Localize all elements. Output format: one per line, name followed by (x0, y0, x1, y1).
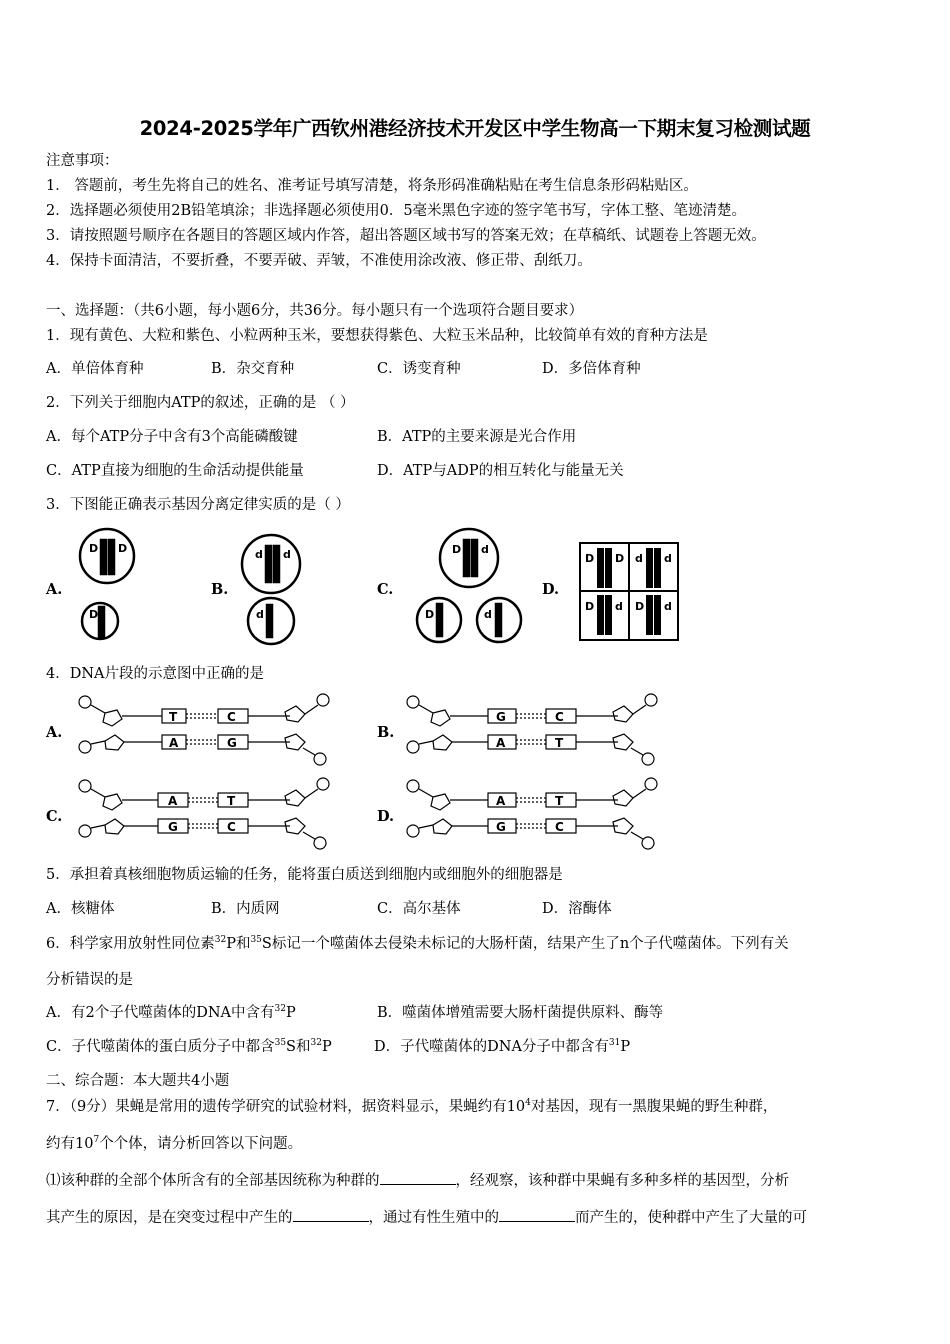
q6-stem-cont: 分析错误的是 (46, 972, 133, 988)
svg-text:d: d (283, 548, 291, 561)
answer-blank[interactable] (293, 1207, 369, 1222)
svg-text:D: D (635, 600, 645, 613)
q6-stem: 6．科学家用放射性同位素$^{32}$P和$^{35}$S标记一个噬菌体去侵染未标记的大肠杆菌，结果产生了n个子代噬菌体。下列有关 (46, 935, 789, 952)
q6-option-a[interactable]: A．有2个子代噬菌体的DNA中含有$^{32}$P (46, 1004, 296, 1021)
q3-figure-b (242, 535, 300, 644)
svg-text:d: d (255, 548, 263, 561)
svg-text:d: d (635, 552, 643, 565)
svg-text:D: D (89, 608, 99, 621)
q1-option-b[interactable]: B．杂交育种 (211, 361, 295, 377)
svg-text:T: T (169, 710, 178, 724)
q5-option-c[interactable]: C．高尔基体 (377, 901, 461, 917)
q2-option-c[interactable]: C．ATP直接为细胞的生命活动提供能量 (46, 463, 304, 479)
q7-sub1: ⑴该种群的全部个体所含有的全部基因统称为种群的 ，经观察，该种群中果蝇有多种多样的基因型，分析 (46, 1170, 789, 1191)
svg-text:d: d (484, 608, 492, 621)
svg-text:T: T (555, 736, 564, 750)
q2-option-a[interactable]: A．每个ATP分子中含有3个高能磷酸键 (46, 429, 298, 445)
svg-text:C: C (227, 820, 236, 834)
svg-text:C: C (227, 710, 236, 724)
q5-stem: 5．承担着真核细胞物质运输的任务，能将蛋白质送到细胞内或细胞外的细胞器是 (46, 867, 563, 883)
answer-blank[interactable] (499, 1207, 575, 1222)
svg-text:T: T (227, 794, 236, 808)
q6-option-b[interactable]: B．噬菌体增殖需要大肠杆菌提供原料、酶等 (377, 1005, 664, 1021)
svg-text:D: D (425, 608, 435, 621)
q3-option-a[interactable]: A. (46, 581, 63, 598)
svg-text:d: d (481, 543, 489, 556)
q3-option-b[interactable]: B. (211, 581, 229, 598)
svg-text:D: D (89, 542, 99, 555)
notice-item: 4．保持卡面清洁，不要折叠，不要弄破、弄皱，不准使用涂改液、修正带、刮纸刀。 (46, 253, 592, 269)
svg-text:D: D (585, 600, 595, 613)
svg-text:G: G (496, 820, 506, 834)
svg-text:A: A (169, 736, 179, 750)
q3-figure-d (580, 543, 678, 640)
svg-text:G: G (496, 710, 506, 724)
q4-stem: 4．DNA片段的示意图中正确的是 (46, 666, 265, 682)
svg-text:G: G (227, 736, 237, 750)
notice-item: 3．请按照题号顺序在各题目的答题区域内作答，超出答题区域书写的答案无效；在草稿纸、试题卷上答题无效。 (46, 228, 766, 244)
notice-item: 2．选择题必须使用2B铅笔填涂；非选择题必须使用0．5毫米黑色字迹的签字笔书写，字体工整、笔迹清楚。 (46, 203, 747, 219)
exam-title: 2024-2025学年广西钦州港经济技术开发区中学生物高一下期末复习检测试题 (139, 117, 811, 140)
q7-sub1-cont: 其产生的原因，是在突变过程中产生的 ，通过有性生殖中的 而产生的，使种群中产生了大量的可 (46, 1207, 807, 1228)
q5-option-d[interactable]: D．溶酶体 (542, 901, 612, 917)
notice-item: 1． 答题前，考生先将自己的姓名、准考证号填写清楚，将条形码准确粘贴在考生信息条形码粘贴区。 (46, 178, 698, 194)
svg-text:A: A (496, 736, 506, 750)
svg-text:d: d (256, 608, 264, 621)
q1-stem: 1．现有黄色、大粒和紫色、小粒两种玉米，要想获得紫色、大粒玉米品种，比较简单有效的育种方法是 (46, 328, 708, 344)
q4-option-d[interactable]: D. (377, 808, 395, 825)
q1-option-c[interactable]: C．诱变育种 (377, 361, 461, 377)
svg-text:G: G (168, 820, 178, 834)
svg-text:C: C (555, 710, 564, 724)
svg-text:A: A (168, 794, 178, 808)
q4-figure-b (407, 694, 657, 765)
q2-stem: 2．下列关于细胞内ATP的叙述，正确的是 （ ） (46, 395, 355, 411)
svg-text:D: D (585, 552, 595, 565)
q3-stem: 3．下图能正确表示基因分离定律实质的是（ ） (46, 497, 350, 513)
q5-option-a[interactable]: A．核糖体 (46, 901, 115, 917)
q4-option-c[interactable]: C. (46, 808, 63, 825)
svg-text:C: C (555, 820, 564, 834)
section2-heading: 二、综合题：本大题共4小题 (46, 1073, 230, 1089)
q3-figure-a (80, 529, 134, 639)
svg-text:D: D (615, 552, 625, 565)
q2-option-b[interactable]: B．ATP的主要来源是光合作用 (377, 429, 577, 445)
q3-option-c[interactable]: C. (377, 581, 394, 598)
q7-stem-cont: 约有$10^7$个个体，请分析回答以下问题。 (46, 1135, 303, 1152)
section1-heading: 一、选择题：（共6小题，每小题6分，共36分。每小题只有一个选项符合题目要求） (46, 303, 584, 319)
svg-text:d: d (664, 552, 672, 565)
answer-blank[interactable] (380, 1170, 456, 1185)
q4-figure-d (407, 778, 657, 849)
q4-figure-c (79, 778, 329, 849)
q6-option-c[interactable]: C．子代噬菌体的蛋白质分子中都含$^{35}$S和$^{32}$P (46, 1038, 332, 1055)
q4-figure-a (79, 694, 329, 765)
q3-figure-c (417, 529, 521, 642)
q2-option-d[interactable]: D．ATP与ADP的相互转化与能量无关 (377, 463, 624, 479)
q1-option-a[interactable]: A．单倍体育种 (46, 361, 144, 377)
q3-option-d[interactable]: D. (542, 581, 560, 598)
q5-option-b[interactable]: B．内质网 (211, 901, 280, 917)
svg-text:D: D (452, 543, 462, 556)
notice-heading: 注意事项： (46, 153, 119, 169)
q4-option-b[interactable]: B. (377, 724, 395, 741)
q1-option-d[interactable]: D．多倍体育种 (542, 361, 641, 377)
q7-stem: 7．（9分）果蝇是常用的遗传学研究的试验材料，据资料显示，果蝇约有$10^4$对基因，现有一黑腹果蝇的野生种群， (46, 1098, 778, 1115)
svg-text:d: d (664, 600, 672, 613)
svg-text:A: A (496, 794, 506, 808)
svg-text:T: T (555, 794, 564, 808)
svg-text:D: D (118, 542, 128, 555)
svg-text:d: d (615, 600, 623, 613)
q6-option-d[interactable]: D．子代噬菌体的DNA分子中都含有$^{31}$P (374, 1038, 631, 1055)
q4-option-a[interactable]: A. (46, 724, 63, 741)
